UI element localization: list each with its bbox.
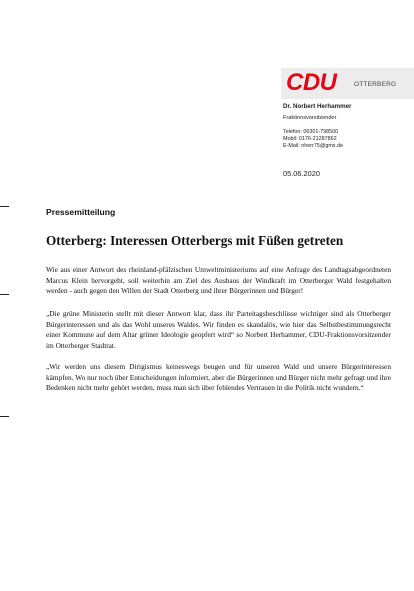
logo-wordmark: CDU [286, 69, 337, 96]
contact-role: Fraktionsvorsitzender [283, 115, 337, 121]
cdu-logo [281, 68, 414, 99]
headline: Otterberg: Interessen Otterbergs mit Füßen getreten [46, 233, 344, 248]
paragraph-1: Wie aus einer Antwort des rheinland-pfälzischen Umweltministeriums auf eine Anfrage des Landtagsabgeordneten Marcus Klein hervorgeht, soll weiterhin am Ziel des Ausbaus der Windkraft im Otterberger Wald festgehalten werden - auch gegen den Willen der Stadt Otterberg und ihrer Bürgerinnen und Bürger! [46, 265, 391, 296]
contact-email: E-Mail: nherr75@gmx.de [283, 143, 343, 149]
document-type-label: Pressemitteilung [46, 207, 116, 217]
paragraph-3: „Wir werden uns diesem Dirigismus keineswegs beugen und für unseren Wald und unsere Bürgerinteressen kämpfen. Wo nur noch über Entscheidungen informiert, aber die Bürgerinnen und Bürger nicht mehr gefragt und ihre Bedenken nicht mehr gehört werden, muss man sich über fehlendes Vertrauen in die Politik nicht wundern.“ [46, 362, 391, 393]
press-date: 05.06.2020 [283, 169, 320, 178]
contact-mobile: Mobil: 0176-21287862 [283, 136, 337, 142]
contact-name: Dr. Norbert Herhammer [283, 103, 352, 110]
contact-phone: Telefon: 06301-798500 [283, 129, 339, 135]
fold-mark-middle [0, 294, 9, 295]
contact-details [283, 129, 343, 150]
paragraph-2: „Die grüne Ministerin stellt mit dieser Antwort klar, dass ihr Parteitagsbeschlüsse wichtiger sind als Otterberger Bürgerinteressen und als das Wohl unseres Waldes. Wir finden es skandalös, wie hier das Selbstbestimmungsrecht einer Kommune auf dem Altar grüner Ideologie geopfert wird“ so Norbert Herhammer, CDU-Fraktionsvorsitzender im Otterberger Stadtrat. [46, 309, 391, 350]
fold-mark-top [0, 206, 9, 207]
logo-subtitle: OTTERBERG [354, 81, 397, 88]
fold-mark-bottom [0, 416, 9, 417]
